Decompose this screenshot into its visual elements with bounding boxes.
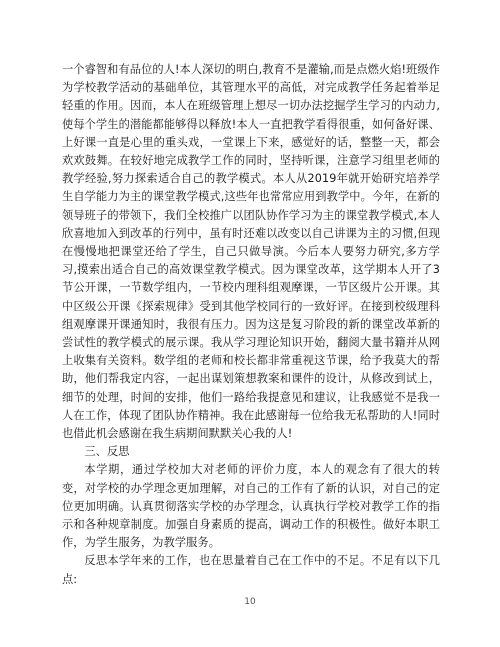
paragraph-semester-reflection: 本学期，通过学校加大对老师的评价力度，本人的观念有了很大的转变，对学校的办学理念更加理解，对自己的工作有了新的认识，对自己的定位更加明确。认真贯彻落实学校的办学理念，认真执行学校对教学工作的指示和各种规章制度。加强自身素质的提高，调动工作的积极性。做好本职工作，为学生服务，为教学服务。 — [62, 463, 440, 550]
paragraph-shortcomings-intro: 反思本学年来的工作，也在思量着自己在工作中的不足。不足有以下几点: — [62, 554, 440, 586]
paragraph-class-management: 一个睿智和有品位的人!本人深切的明白,教育不是灌输,而是点燃火焰!班级作为学校教学活动的基础单位，其管理水平的高低，对完成教学任务起着举足轻重的作用。因而，本人在班级管理上想尽一切办法挖掘学生学习的内动力,使每个学生的潜能都能够得以释放!本人一直把教学看得很重，如何备好课、上好课一直是心里的重头戏，一堂课上下来，感觉好的话，整整一天，都会欢欢鼓舞。在较好地完成教学工作的同时，坚持听课，注意学习组里老师的教学经验,努力探索适合自己的教学模式。本人从2019年就开始研究培养学生自学能力为主的课堂教学模式,这些年也常常应用到教学中。今年，在新的领导班子的带领下，我们全校推广以团队协作学习为主的课堂教学模式,本人欣喜地加入到改革的行列中，虽有时还难以改变以自己讲课为主的习惯,但现在慢慢地把课堂还给了学生，自己只做导演。今后本人要努力研究,多方学习,摸索出适合自己的高效课堂教学模式。因为课堂改革，这学期本人开了3节公开课，一节数学组内，一节校内理科组观摩课，一节区级片公开课。其中区级公开课《探索规律》受到其他学校同行的一致好评。在接到校级理科组观摩课开课通知时，我很有压力。因为这是复习阶段的新的课堂改革新的尝试性的教学模式的展示课。我从学习理论知识开始，翻阅大量书籍并从网上收集有关资料。数学组的老师和校长都非常重视这节课，给予我莫大的帮助，他们帮我定内容，一起出谋划策想教案和课件的设计，从修改到试上，细节的处理，时间的安排，他们一路给我提意见和建议，让我感觉不是我一人在工作，体现了团队协作精神。我在此感谢每一位给我无私帮助的人!同时也借此机会感谢在我生病期间默默关心我的人! — [62, 63, 440, 441]
page-number: 10 — [244, 597, 256, 607]
document-body — [62, 61, 440, 589]
section-heading-reflection: 三、反思 — [84, 445, 130, 459]
